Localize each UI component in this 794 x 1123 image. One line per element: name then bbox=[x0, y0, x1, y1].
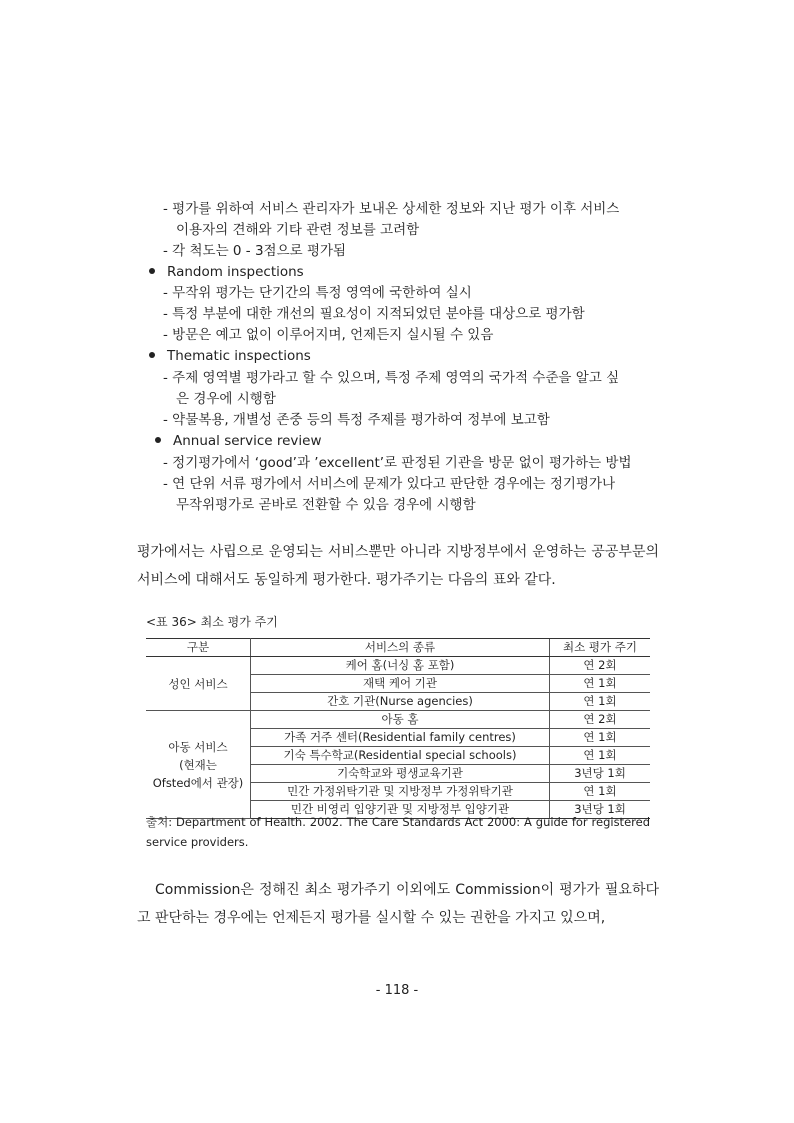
bullet-item bbox=[149, 346, 311, 366]
bullet-icon bbox=[155, 437, 161, 443]
text-line: 이용자의 견해와 기타 관련 정보를 고려함 bbox=[176, 222, 420, 238]
service-cell: 아동 홈 bbox=[251, 711, 550, 729]
bullet-icon bbox=[149, 268, 155, 274]
frequency-cell: 연 1회 bbox=[550, 729, 651, 747]
group-adult-services: 성인 서비스 bbox=[146, 657, 251, 711]
service-cell: 재택 케어 기관 bbox=[251, 675, 550, 693]
evaluation-cycle-table bbox=[146, 638, 650, 819]
text-line: - 주제 영역별 평가라고 할 수 있으며, 특정 주제 영역의 국가적 수준을 알고 싶 bbox=[163, 370, 620, 386]
frequency-cell: 연 1회 bbox=[550, 675, 651, 693]
group-label-line: (현재는 bbox=[179, 757, 217, 772]
bullet-item bbox=[149, 262, 304, 282]
group-child-services bbox=[146, 711, 251, 819]
body-paragraph: Commission은 정해진 최소 평가주기 이외에도 Commission이 평가가 필요하다고 판단하는 경우에는 언제든지 평가를 실시할 수 있는 권한을 가지고 있으며, bbox=[137, 882, 659, 926]
service-cell: 민간 비영리 입양기관 및 지방정부 입양기관 bbox=[251, 801, 550, 819]
body-paragraph: 평가에서는 사립으로 운영되는 서비스뿐만 아니라 지방정부에서 운영하는 공공부문의 서비스에 대해서도 동일하게 평가한다. 평가주기는 다음의 표와 같다. bbox=[137, 544, 659, 588]
text-line: - 정기평가에서 ‘good’과 ’excellent’로 판정된 기관을 방문 없이 평가하는 방법 bbox=[163, 455, 632, 471]
text-line: - 방문은 예고 없이 이루어지며, 언제든지 실시될 수 있음 bbox=[163, 327, 494, 343]
table-row bbox=[146, 657, 650, 675]
frequency-cell: 연 2회 bbox=[550, 711, 651, 729]
table-header-row bbox=[146, 639, 650, 657]
bullet-icon bbox=[149, 352, 155, 358]
text-line: - 약물복용, 개별성 존중 등의 특정 주제를 평가하여 정부에 보고함 bbox=[163, 412, 550, 428]
frequency-cell: 연 2회 bbox=[550, 657, 651, 675]
group-label-line: 아동 서비스 bbox=[168, 739, 228, 754]
header-service-type: 서비스의 종류 bbox=[251, 639, 550, 657]
frequency-cell: 연 1회 bbox=[550, 693, 651, 711]
text-line: - 특정 부분에 대한 개선의 필요성이 지적되었던 분야를 대상으로 평가함 bbox=[163, 306, 585, 322]
header-min-cycle: 최소 평가 주기 bbox=[550, 639, 651, 657]
bullet-label: Annual service review bbox=[173, 433, 322, 449]
frequency-cell: 연 1회 bbox=[550, 783, 651, 801]
text-line: - 평가를 위하여 서비스 관리자가 보내온 상세한 정보와 지난 평가 이후 서비스 bbox=[163, 201, 620, 217]
service-cell: 간호 기관(Nurse agencies) bbox=[251, 693, 550, 711]
group-label-line: Ofsted에서 관장) bbox=[152, 775, 244, 790]
table-row bbox=[146, 711, 650, 729]
bullet-item bbox=[155, 431, 322, 451]
text-line: 은 경우에 시행함 bbox=[176, 391, 276, 407]
service-cell: 가족 거주 센터(Residential family centres) bbox=[251, 729, 550, 747]
text-line: - 각 척도는 0 - 3점으로 평가됨 bbox=[163, 243, 347, 259]
frequency-cell: 3년당 1회 bbox=[550, 765, 651, 783]
service-cell: 케어 홈(너싱 홈 포함) bbox=[251, 657, 550, 675]
service-cell: 민간 가정위탁기관 및 지방정부 가정위탁기관 bbox=[251, 783, 550, 801]
frequency-cell: 3년당 1회 bbox=[550, 801, 651, 819]
header-category: 구분 bbox=[146, 639, 251, 657]
service-cell: 기숙 특수학교(Residential special schools) bbox=[251, 747, 550, 765]
text-line: - 연 단위 서류 평가에서 서비스에 문제가 있다고 판단한 경우에는 정기평가나 bbox=[163, 476, 616, 492]
table-source-note: 출처: Department of Health. 2002. The Care Standards Act 2000: A guide for registered service providers. bbox=[146, 815, 650, 849]
page-number: - 118 - bbox=[375, 983, 419, 998]
frequency-cell: 연 1회 bbox=[550, 747, 651, 765]
table-caption: <표 36> 최소 평가 주기 bbox=[146, 615, 278, 629]
bullet-label: Thematic inspections bbox=[167, 348, 311, 364]
service-cell: 기숙학교와 평생교육기관 bbox=[251, 765, 550, 783]
text-line: - 무작위 평가는 단기간의 특정 영역에 국한하여 실시 bbox=[163, 285, 472, 301]
text-line: 무작위평가로 곧바로 전환할 수 있음 경우에 시행함 bbox=[176, 497, 476, 513]
bullet-label: Random inspections bbox=[167, 264, 304, 280]
